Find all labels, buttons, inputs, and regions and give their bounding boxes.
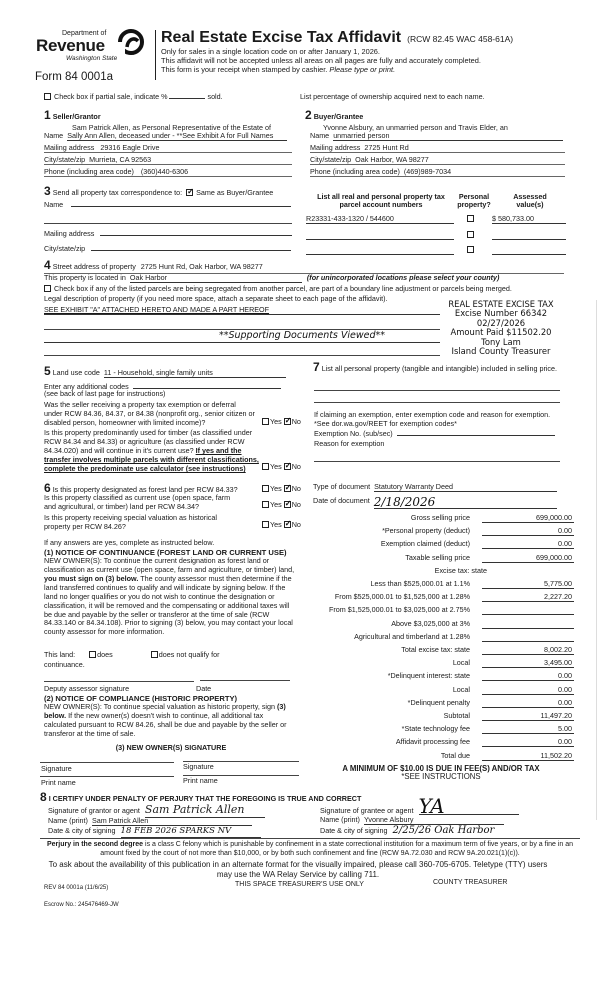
tax-row-value[interactable]: 0.00 bbox=[482, 539, 574, 549]
personal-property-checkbox[interactable] bbox=[467, 246, 474, 253]
personal-column-header: Personal property? bbox=[457, 192, 491, 210]
print-name-label-1: Print name bbox=[41, 778, 76, 787]
parcel-number-field[interactable] bbox=[306, 230, 454, 240]
exemption-yes-checkbox[interactable] bbox=[262, 418, 269, 425]
scan-edge-mark bbox=[596, 300, 597, 820]
tax-row bbox=[300, 553, 582, 565]
statute-ref: (RCW 82.45 WAC 458-61A) bbox=[407, 34, 514, 44]
assessed-value-field[interactable] bbox=[492, 230, 566, 240]
tax-row bbox=[300, 539, 582, 551]
tax-row-value[interactable] bbox=[482, 605, 574, 615]
located-in-row: This property is located in Oak Harbor (for unincorporated locations please select your county) bbox=[44, 273, 500, 282]
legal-description-line1[interactable]: SEE EXHIBIT "A" ATTACHED HERETO AND MADE A PART HEREOF bbox=[44, 305, 440, 315]
tax-row bbox=[300, 526, 582, 538]
new-owner-signature-heading: (3) NEW OWNER(S) SIGNATURE bbox=[115, 743, 227, 752]
if-yes-instruction: If any answers are yes, complete as instructed below. bbox=[44, 538, 215, 547]
deputy-date-label: Date bbox=[196, 684, 212, 693]
tax-row-value[interactable] bbox=[482, 619, 574, 629]
seller-name-field[interactable]: Sally Ann Allen, deceased under - **See Exhibit A for Full Names bbox=[67, 131, 287, 141]
personal-property-checkbox[interactable] bbox=[467, 231, 474, 238]
stamp-date: 02/27/2026 bbox=[476, 317, 526, 328]
buyer-name-row: Name unmarried person bbox=[310, 131, 565, 141]
agency-top-text: Department of bbox=[62, 30, 107, 37]
tax-row-value[interactable]: 2,227.20 bbox=[482, 592, 574, 602]
seller-phone-field[interactable]: (360)440-6306 bbox=[140, 167, 189, 176]
street-address-field[interactable]: 2725 Hunt Rd, Oak Harbor, WA 98277 bbox=[140, 262, 263, 271]
seller-name-row: Name Sally Ann Allen, deceased under - **See Exhibit A for Full Names bbox=[44, 131, 292, 141]
page-title: Real Estate Excise Tax Affidavit bbox=[161, 29, 402, 46]
notice-compliance-text: NEW OWNER(S): To continue special valuation as historic property, sign (3) below. If the new owner(s) doesn't wish to continue, all additional tax calculated pursuant to RCW 84.26, shall be due and payable by the seller or transferor at the time of sale. bbox=[44, 702, 287, 738]
tax-row-label: Above $3,025,000 at 3% bbox=[391, 618, 470, 628]
seller-heading: 1 Seller/Grantor bbox=[44, 108, 101, 122]
tax-row-value[interactable]: 11,502.20 bbox=[482, 751, 574, 761]
deputy-signature-label: Deputy assessor signature bbox=[44, 684, 130, 693]
tax-row bbox=[300, 671, 582, 683]
tax-row-value[interactable]: 11,497.20 bbox=[482, 711, 574, 721]
parcel-number-field[interactable] bbox=[306, 245, 454, 255]
title-row bbox=[161, 28, 513, 48]
tax-row-value[interactable]: 0.00 bbox=[482, 671, 574, 681]
tax-row-label: Total due bbox=[440, 750, 470, 760]
forest-yes-checkbox[interactable] bbox=[262, 485, 269, 492]
document-type-row: Type of document Statutory Warranty Deed bbox=[313, 482, 561, 492]
tax-row-label: Affidavit processing fee bbox=[395, 737, 470, 747]
tax-row-label: Exemption claimed (deduct) bbox=[380, 539, 470, 549]
tax-row-label: Agricultural and timberland at 1.28% bbox=[354, 631, 470, 641]
additional-codes-note: (see back of last page for instructions) bbox=[44, 389, 166, 398]
tax-row-label: Subtotal bbox=[443, 711, 470, 720]
seller-phone-row: Phone (including area code) (360)440-6306 bbox=[44, 167, 292, 177]
tax-row-value[interactable]: 699,000.00 bbox=[482, 513, 574, 523]
tax-row-label: Excise tax: state bbox=[434, 565, 487, 575]
tax-row-value[interactable]: 699,000.00 bbox=[482, 553, 574, 563]
tax-row-value[interactable]: 0.00 bbox=[482, 737, 574, 747]
stamp-treasurer-name: Tony Lam bbox=[481, 336, 521, 347]
tax-row bbox=[300, 605, 582, 617]
current-use-yes-no: Yes ✓ No bbox=[262, 500, 301, 509]
county-treasurer-label: COUNTY TREASURER bbox=[433, 879, 508, 886]
personal-property-heading: 7 List all personal property (tangible and intangible) included in selling price. bbox=[313, 360, 558, 374]
header-note-1: Only for sales in a single location code on or after January 1, 2026. bbox=[161, 47, 380, 56]
parcel-number-field[interactable]: R23331-433-1320 / 544600 bbox=[306, 214, 454, 224]
new-owner-print-line-1[interactable] bbox=[40, 776, 174, 777]
new-owner-signature-line-1[interactable] bbox=[40, 762, 174, 763]
exemption-no-row: Exemption No. (sub/sec) bbox=[314, 428, 555, 438]
parcel-row bbox=[306, 214, 566, 226]
current-use-question: Is this property classified as current use (open space, farm and agricultural, or timber) land per RCW 84.34? bbox=[44, 493, 231, 511]
buyer-city-row: City/state/zip Oak Harbor, WA 98277 bbox=[310, 155, 565, 165]
document-date-field[interactable]: 2/18/2026 bbox=[374, 495, 557, 509]
forest-land-question: 6 Is this property designated as forest land per RCW 84.33? bbox=[44, 481, 238, 495]
does-not-qualify-checkbox[interactable] bbox=[151, 651, 158, 658]
tax-row-value[interactable]: 3,495.00 bbox=[482, 658, 574, 668]
correspondence-mailing-row: Mailing address bbox=[44, 228, 292, 238]
tax-row-label: *State technology fee bbox=[401, 724, 470, 734]
same-as-buyer-checkbox[interactable] bbox=[186, 189, 193, 196]
form-number: Form 84 0001a bbox=[35, 71, 113, 83]
exemption-question: Was the seller receiving a property tax exemption or deferral under RCW 84.36, 84.37, or 84.38 (nonprofit org., senior citizen or disabled person, homeowner with limited income)? bbox=[44, 400, 255, 427]
personal-property-line2[interactable] bbox=[314, 402, 560, 403]
tax-row bbox=[300, 645, 582, 657]
form-revision: REV 84 0001a (11/6/25) bbox=[44, 885, 109, 891]
buyer-mailing-field[interactable]: 2725 Hunt Rd bbox=[364, 143, 409, 152]
tax-row-label: From $525,000.01 to $1,525,000 at 1.28% bbox=[334, 592, 470, 602]
agency-state: Washington State bbox=[66, 55, 118, 62]
correspondence-name-field[interactable] bbox=[71, 199, 291, 207]
perjury-notice: Perjury in the second degree is a class C felony which is punishable by confinement in a state correctional institution for a maximum term of five years, or by a fine in an amount fixed by the court of not more than $10,000, or by both such confinement and fine (RCW 9A.72.030 and RCW 9A.20.021(1)(c)). bbox=[46, 841, 574, 857]
segregated-checkbox[interactable] bbox=[44, 285, 51, 292]
deputy-signature-line[interactable] bbox=[44, 681, 194, 682]
additional-codes-row: Enter any additional codes bbox=[44, 381, 292, 391]
grantee-signature-field[interactable]: YA bbox=[419, 803, 519, 815]
correspondence-name-line2[interactable] bbox=[44, 223, 292, 224]
partial-sale-label: Check box if partial sale, indicate % bbox=[54, 92, 168, 101]
stamp-line-1: REAL ESTATE EXCISE TAX bbox=[448, 299, 554, 309]
parcel-row bbox=[306, 245, 566, 257]
tax-row bbox=[300, 513, 582, 525]
tax-row-value[interactable]: 5.00 bbox=[482, 724, 574, 734]
exemption-number-field[interactable] bbox=[397, 428, 555, 436]
historical-question: Is this property receiving special valuation as historical property per RCW 84.26? bbox=[44, 513, 217, 531]
correspondence-name-row: Name bbox=[44, 199, 292, 209]
stamp-treasurer-title: Island County Treasurer bbox=[451, 346, 551, 357]
parcel-row bbox=[306, 230, 566, 242]
correspondence-heading: 3 Send all property tax correspondence to: ✓ Same as Buyer/Grantee bbox=[44, 184, 273, 199]
grantor-name-field[interactable]: Sam Patrick Allen bbox=[92, 816, 252, 826]
document-type-field[interactable]: Statutory Warranty Deed bbox=[374, 482, 557, 492]
buyer-phone-row: Phone (including area code) (469)989-7034 bbox=[310, 167, 565, 177]
tax-row-label: Taxable selling price bbox=[405, 552, 470, 562]
certify-divider bbox=[40, 838, 580, 839]
grantor-date-row: Date & city of signing 18 FEB 2026 SPARKS NV bbox=[48, 826, 261, 838]
partial-sale-checkbox[interactable] bbox=[44, 93, 51, 100]
exemption-yes-no: Yes ✓ No bbox=[262, 417, 301, 426]
grantee-name-row: Name (print) Yvonne Alsbury bbox=[320, 815, 504, 825]
header-note-3: This form is your receipt when stamped by cashier. Please type or print. bbox=[161, 64, 396, 74]
tax-row-value[interactable]: 5,775.00 bbox=[482, 579, 574, 589]
grantor-date-field[interactable]: 18 FEB 2026 SPARKS NV bbox=[121, 826, 261, 838]
tax-row-label: *Delinquent interest: state bbox=[387, 671, 470, 681]
tax-row bbox=[300, 698, 582, 710]
header-divider bbox=[155, 30, 156, 80]
stamp-excise-number: Excise Number 66342 bbox=[454, 308, 548, 319]
accessibility-notice: To ask about the availability of this publication in an alternate format for the visually impaired, please call 360-705-6705. Teletype (TTY) users may use the WA Relay Service by calling 711. bbox=[48, 860, 548, 879]
minimum-due-note: A MINIMUM OF $10.00 IS DUE IN FEE(S) AND/OR TAX bbox=[342, 764, 540, 773]
tax-row bbox=[300, 737, 582, 749]
header-note-2: This affidavit will not be accepted unless all areas on all pages are fully and accurately completed. bbox=[161, 55, 481, 65]
signature-label-2: Signature bbox=[183, 762, 214, 771]
ownership-note: List percentage of ownership acquired next to each name. bbox=[300, 92, 485, 101]
tax-row-value[interactable]: 0.00 bbox=[482, 526, 574, 536]
treasurer-use-label: THIS SPACE TREASURER'S USE ONLY bbox=[235, 881, 364, 888]
buyer-city-field[interactable]: Oak Harbor, WA 98277 bbox=[355, 155, 429, 164]
land-use-code-field[interactable]: 11 - Household, single family units bbox=[104, 368, 286, 378]
located-in-field[interactable]: Oak Harbor bbox=[130, 273, 302, 283]
tax-row bbox=[300, 619, 582, 631]
stamp-amount-paid: Amount Paid $11502.20 bbox=[450, 327, 552, 338]
tax-row-label: From $1,525,000.01 to $3,025,000 at 2.75% bbox=[328, 605, 470, 615]
see-instructions-note: *SEE INSTRUCTIONS bbox=[401, 772, 481, 781]
reason-for-exemption-label: Reason for exemption bbox=[314, 439, 385, 448]
tax-row-label: Total excise tax: state bbox=[401, 645, 470, 654]
exemption-no-checkbox[interactable] bbox=[284, 418, 291, 425]
tax-row bbox=[300, 566, 582, 578]
historical-no-checkbox[interactable] bbox=[284, 521, 291, 528]
correspondence-city-row: City/state/zip bbox=[44, 243, 292, 253]
personal-property-checkbox[interactable] bbox=[467, 215, 474, 222]
legal-description-label: Legal description of property (if you need more space, attach a separate sheet to each page of the affidavit). bbox=[44, 294, 388, 303]
tax-row bbox=[300, 751, 582, 763]
correspondence-mailing-field[interactable] bbox=[100, 228, 292, 236]
tax-row-value[interactable]: 0.00 bbox=[482, 698, 574, 708]
escrow-row: Escrow No.: 245476469-JW bbox=[44, 902, 119, 908]
dor-logo-icon bbox=[118, 29, 144, 55]
additional-codes-field[interactable] bbox=[133, 381, 281, 389]
tax-row bbox=[300, 711, 582, 723]
header-notes bbox=[161, 48, 481, 75]
treasurer-stamp bbox=[440, 300, 562, 356]
this-land-row: This land: does does not qualify for bbox=[44, 650, 220, 659]
does-qualify-checkbox[interactable] bbox=[89, 651, 96, 658]
signature-label-1: Signature bbox=[41, 764, 72, 773]
grantee-name-field[interactable]: Yvonne Alsbury bbox=[364, 815, 504, 825]
historical-yes-checkbox[interactable] bbox=[262, 521, 269, 528]
forest-no-checkbox[interactable] bbox=[284, 485, 291, 492]
notice-continuance-text: NEW OWNER(S): To continue the current designation as forest land or classification as current use (open space, farm and agriculture, or timber) land, you must sign on (3) below. The county assessor must then determine if the land transferred continues to qualify and will indicate by signing below. If the land no longer qualifies or you do not wish to continue the designation or classification, it will be removed and the compensating or additional taxes will be due and payable by the seller or transferor at the time of sale (RCW 84.33.140 or 84.34.108). Prior to signing (3) below, you may contact your local county assessor for more information. bbox=[44, 556, 295, 637]
supporting-docs-note: **Supporting Documents Viewed** bbox=[218, 330, 386, 341]
legal-description-line3[interactable] bbox=[44, 331, 440, 343]
escrow-number: 245476469-JW bbox=[78, 902, 119, 908]
buyer-mailing-row: Mailing address 2725 Hunt Rd bbox=[310, 143, 565, 153]
partial-sale-percent-field[interactable] bbox=[169, 91, 205, 99]
timber-yes-checkbox[interactable] bbox=[262, 463, 269, 470]
assessed-column-header: Assessed value(s) bbox=[513, 192, 547, 210]
seller-name-line1: Sam Patrick Allen, as Personal Representative of the Estate of bbox=[72, 123, 271, 132]
document-date-row: Date of document 2/18/2026 bbox=[313, 495, 561, 509]
tax-row-value[interactable]: 8,002.20 bbox=[482, 645, 574, 655]
buyer-name-field[interactable]: unmarried person bbox=[333, 131, 563, 141]
forest-land-yes-no: Yes ✓ No bbox=[262, 484, 301, 493]
buyer-name-line1: Yvonne Alsbury, an unmarried person and Travis Elder, an bbox=[323, 123, 508, 132]
personal-property-line1[interactable] bbox=[314, 390, 560, 391]
land-use-row: 5 Land use code 11 - Household, single family units bbox=[44, 364, 292, 379]
tax-row-label: *Delinquent penalty bbox=[407, 697, 470, 707]
seller-mailing-row: Mailing address 29316 Eagle Drive bbox=[44, 143, 292, 153]
assessed-value-field[interactable] bbox=[492, 245, 566, 255]
grantor-signature-field[interactable]: Sam Patrick Allen bbox=[145, 803, 265, 818]
grantor-signature-row: Signature of grantor or agent Sam Patrick Allen bbox=[48, 803, 265, 818]
seller-city-row: City/state/zip Murrieta, CA 92563 bbox=[44, 155, 292, 165]
notice-compliance-heading: (2) NOTICE OF COMPLIANCE (HISTORIC PROPERTY) bbox=[44, 694, 238, 703]
tax-row bbox=[300, 685, 582, 697]
buyer-phone-field[interactable]: (469)989-7034 bbox=[403, 167, 452, 176]
buyer-heading: 2 Buyer/Grantee bbox=[305, 108, 364, 122]
continuance-label: continuance. bbox=[44, 660, 85, 669]
exemption-note: If claiming an exemption, enter exemption code and reason for exemption. *See dor.wa.gov/REET for exemption codes* bbox=[314, 410, 551, 428]
seller-mailing-field[interactable]: 29316 Eagle Drive bbox=[100, 143, 160, 152]
tax-row bbox=[300, 658, 582, 670]
timber-yes-no: Yes ✓ No bbox=[262, 462, 301, 471]
partial-sale-suffix: sold. bbox=[207, 92, 223, 101]
tax-row-label: Local bbox=[452, 684, 470, 694]
tax-row-label: Less than $525,000.01 at 1.1% bbox=[370, 579, 470, 588]
located-in-note: (for unincorporated locations please select your county) bbox=[306, 273, 500, 282]
assessed-value-field[interactable]: $ 580,733.00 bbox=[492, 214, 566, 224]
current-use-yes-checkbox[interactable] bbox=[262, 501, 269, 508]
street-address-row: 4 Street address of property 2725 Hunt Rd, Oak Harbor, WA 98277 bbox=[44, 258, 564, 274]
current-use-no-checkbox[interactable] bbox=[284, 501, 291, 508]
print-name-label-2: Print name bbox=[183, 776, 218, 785]
tax-row-label: *Personal property (deduct) bbox=[382, 526, 470, 536]
tax-row-label: Gross selling price bbox=[410, 513, 470, 522]
grantee-signature-row: Signature of grantee or agent YA bbox=[320, 803, 519, 815]
timber-question: Is this property predominantly used for timber (as classified under RCW 84.34 and 84.33) or agriculture (as classified under RCW 84.34.020) and will continue in it's current use? If yes and the transfer involves multiple parcels with different classifications, complete the predominate use calculator (see instructions) bbox=[44, 428, 259, 473]
tax-row bbox=[300, 724, 582, 736]
parcel-column-header: List all real and personal property tax parcel account numbers bbox=[317, 192, 445, 210]
certify-heading: 8 I CERTIFY UNDER PENALTY OF PERJURY THAT THE FOREGOING IS TRUE AND CORRECT bbox=[40, 790, 362, 804]
historical-yes-no: Yes ✓ No bbox=[262, 520, 301, 529]
legal-description-line4[interactable] bbox=[44, 355, 440, 356]
tax-row-value[interactable]: 0.00 bbox=[482, 685, 574, 695]
tax-row bbox=[300, 579, 582, 591]
tax-row bbox=[300, 632, 582, 644]
tax-row-label: Local bbox=[452, 658, 470, 668]
partial-sale-row bbox=[44, 91, 223, 101]
timber-no-checkbox[interactable] bbox=[284, 463, 291, 470]
reason-for-exemption-line[interactable] bbox=[314, 461, 560, 462]
grantor-name-row: Name (print) Sam Patrick Allen bbox=[48, 816, 252, 826]
grantee-date-row: Date & city of signing 2/25/26 Oak Harbor bbox=[320, 825, 553, 839]
seller-city-field[interactable]: Murrieta, CA 92563 bbox=[89, 155, 152, 164]
deputy-date-line[interactable] bbox=[200, 680, 290, 681]
tax-row bbox=[300, 592, 582, 604]
agency-name: Revenue bbox=[36, 36, 105, 55]
tax-row-value[interactable] bbox=[482, 632, 574, 642]
segregated-row: Check box if any of the listed parcels are being segregated from another parcel, are part of a boundary line adjustment or parcels being merged. bbox=[44, 284, 512, 293]
correspondence-city-field[interactable] bbox=[91, 243, 291, 251]
grantee-date-field[interactable]: 2/25/26 Oak Harbor bbox=[393, 825, 553, 839]
notice-continuance-heading: (1) NOTICE OF CONTINUANCE (FOREST LAND OR CURRENT USE) bbox=[44, 548, 287, 557]
